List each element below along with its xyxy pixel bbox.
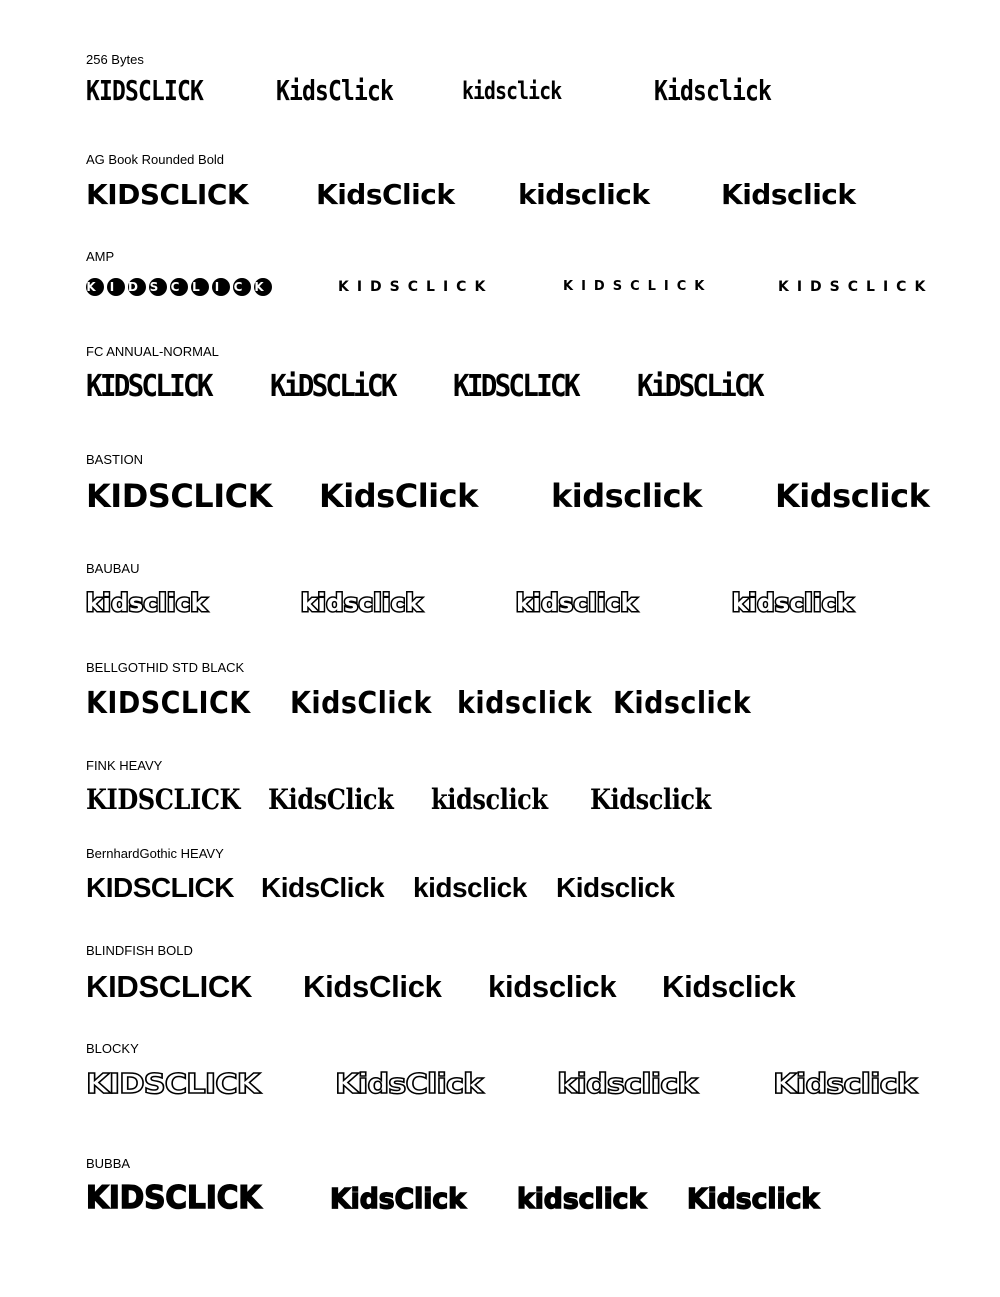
sample-lowercase: kidsclick <box>517 1182 647 1215</box>
sample-partial-circled: KIDSCLICK <box>338 279 494 295</box>
sample-capitalized: Kidsclick <box>662 969 796 1004</box>
circled-letters: K I D S C L I C K <box>86 280 272 294</box>
sample-lowercase: kidsclick <box>488 969 617 1004</box>
sample-capitalized: Kidsclick <box>721 178 856 211</box>
sample-lowercase: kidsclick <box>518 178 650 211</box>
sample-titlecase: KidsClick <box>290 686 432 721</box>
font-label-bellgothid-std-black: BELLGOTHID STD BLACK <box>86 660 245 675</box>
font-label-256-bytes: 256 Bytes <box>86 52 144 67</box>
sample-uppercase: KIDSCLICK <box>86 872 234 903</box>
sample-titlecase: KidsClick <box>276 74 394 107</box>
sample-capitalized: Kidsclick <box>590 783 711 816</box>
sample-titlecase: KiDSCLiCK <box>270 369 395 404</box>
sample-uppercase: KIDSCLICK <box>86 369 211 404</box>
font-label-bubba: BUBBA <box>86 1156 131 1171</box>
sample-titlecase: KidsClick <box>319 477 478 515</box>
sample-capitalized: Kidsclick <box>613 686 752 721</box>
sample-circled <box>86 278 272 296</box>
font-label-fink-heavy: FINK HEAVY <box>86 758 163 773</box>
font-label-amp: AMP <box>86 249 115 264</box>
sample-uppercase: KIDSCLICK <box>86 969 253 1004</box>
sample-capitalized: Kidsclick <box>773 1067 917 1100</box>
sample-capitalized: KiDSCLiCK <box>637 369 762 404</box>
sample-uppercase: KIDSCLICK <box>86 1180 262 1216</box>
font-label-bernhardgothic-heavy: BernhardGothic HEAVY <box>86 846 224 861</box>
sample-3: kidsclick <box>516 589 638 617</box>
sample-lowercase: kidsclick <box>457 686 593 721</box>
sample-4: kidsclick <box>732 589 854 617</box>
sample-uppercase: KIDSCLICK <box>86 686 251 721</box>
sample-uppercase: KIDSCLICK <box>86 783 241 816</box>
sample-first-circled: KIDSCLICK <box>778 279 934 295</box>
sample-uppercase: KIDSCLICK <box>86 74 204 107</box>
sample-plain: KIDSCLICK <box>563 279 713 294</box>
sample-lowercase: kidsclick <box>462 77 562 105</box>
sample-titlecase: KidsClick <box>303 969 442 1004</box>
font-label-blindfish-bold: BLINDFISH BOLD <box>86 943 193 958</box>
sample-lowercase: KIDSCLICK <box>453 369 578 404</box>
sample-capitalized: Kidsclick <box>775 477 930 515</box>
sample-1: kidsclick <box>86 589 208 617</box>
sample-titlecase: KidsClick <box>261 872 385 903</box>
sample-lowercase: kidsclick <box>413 872 527 903</box>
font-label-ag-book-rounded-bold: AG Book Rounded Bold <box>86 152 225 167</box>
sample-lowercase: kidsclick <box>431 783 548 816</box>
sample-2: kidsclick <box>301 589 423 617</box>
font-label-fc-annual-normal: FC ANNUAL-NORMAL <box>86 344 219 359</box>
sample-lowercase: kidsclick <box>557 1067 697 1100</box>
sample-capitalized: Kidsclick <box>556 872 675 903</box>
sample-titlecase: KidsClick <box>330 1182 466 1215</box>
sample-titlecase: KidsClick <box>335 1067 483 1100</box>
font-label-bastion: BASTION <box>86 452 144 467</box>
sample-capitalized: Kidsclick <box>687 1182 820 1215</box>
sample-capitalized: Kidsclick <box>654 74 772 107</box>
font-label-baubau: BAUBAU <box>86 561 140 576</box>
sample-titlecase: KidsClick <box>316 178 455 211</box>
font-label-blocky: BLOCKY <box>86 1041 139 1056</box>
sample-lowercase: kidsclick <box>551 477 702 515</box>
sample-uppercase: KIDSCLICK <box>86 477 272 515</box>
sample-uppercase: KIDSCLICK <box>86 1067 260 1100</box>
sample-uppercase: KIDSCLICK <box>86 178 249 211</box>
sample-titlecase: KidsClick <box>268 783 394 816</box>
